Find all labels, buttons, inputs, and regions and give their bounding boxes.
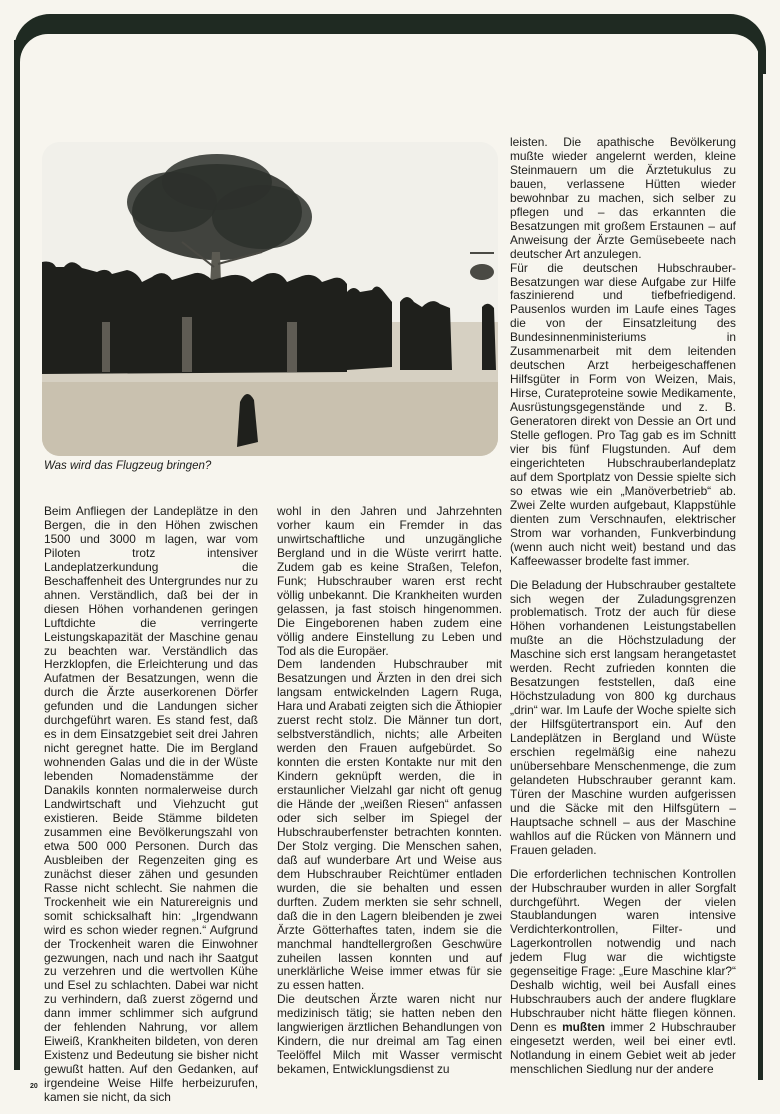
paragraph: Die deutschen Ärzte waren nicht nur medizinisch tätig; sie hatten neben den langwierigen ärztlichen Behandlungen von Kindern, die nur dreimal am Tag einen Teelöffel Milch mit Wasser vermischt bekamen, Entwicklungsdienst zu [277, 992, 502, 1077]
paragraph: Beim Anfliegen der Landeplätze in den Bergen, die in den Höhen zwischen 1500 und 3000 m lagen, war vom Piloten trotz intensiver Landeplatzerkundung die Beschaffenheit des Untergrundes nur zu ahnen. Verständlich, daß bei der in diesen Höhen vorhandenen geringen Luftdichte die verringerte Leistungskapazität der Maschine genau zu beachten war. Verständlich das Herzklopfen, die Erleichterung und das Aufatmen der Besatzungen, wenn die durch die Ärzte auserkorenen Dörfer gefunden und die Landungen sicher durchgeführt waren. Es stand fest, daß es in dem Einsatzgebiet seit drei Jahren nicht geregnet hatte. Die im Bergland wohnenden Galas und die in der Wüste lebenden Nomadenstämme der Danakils konnten normalerweise durch Landwirtschaft und Viehzucht gut existieren. Beide Stämme bildeten zusammen eine Bevölkerungszahl von etwa 500 000 Personen. Durch das Ausbleiben der Regenzeiten ging es zunächst dieser zähen und gesunden Rasse nicht schlecht. Sie nahmen die Trockenheit wie ein Naturereignis und somit schicksalhaft hin: „Irgendwann wird es schon wieder regnen.“ Aufgrund der Trockenheit waren die Einwohner gezwungen, nach und nach ihr Saatgut zu verzehren und die wertvollen Kühe und Esel zu schlachten. Dabei war nicht zu verhindern, daß zuerst zögernd und dann immer schlimmer sich aufgrund der fehlenden Nahrung, vor allem Eiweiß, Krankheiten bildeten, von deren Existenz und Bedeutung sie bisher nicht gewußt hatten. Auf den Gedanken, auf irgendeine Weise Hilfe herbeizurufen, kamen sie nicht, da sich [44, 504, 258, 1105]
paragraph [510, 868, 736, 1077]
paragraph: wohl in den Jahren und Jahrzehnten vorher kaum ein Fremder in das unwirtschaftliche und unzugängliche Bergland und in die Wüste verirrt hatte. Zudem gab es keine Straßen, Telefon, Funk; Hubschrauber waren erst recht völlig unbekannt. Die Krankheiten wurden gelassen, ja fast stoisch hingenommen. Die Eingeborenen haben zudem eine völlig andere Einstellung zu Leben und Tod als die Europäer. [277, 504, 502, 658]
paragraph: Die Beladung der Hubschrauber gestaltete sich wegen der Zuladungsgrenzen problematisch. Trotz der auch für diese Höhen vorhandenen Leistungstabellen mußte an die Höchstzuladung der Maschine sich erst langsam herangetastet werden. Recht zufrieden konnten die Besatzungen feststellen, daß eine Höchstzuladung von 800 kg durchaus „drin“ war. Im Laufe der Woche spielte sich der Hilfsgütertransport ein. Auf den Landeplätzen in Bergland und Wüste erschien regelmäßig eine nahezu unübersehbare Menschenmenge, die zum gelandeten Hubschrauber gerannt kam. Türen der Maschine wurden aufgerissen und die Säcke mit den Hilfsgütern – Hauptsache schnell – aus der Maschine wahllos auf die Rücken von Männern und Frauen geladen. [510, 577, 736, 857]
page-frame-right-rule [758, 40, 763, 1080]
page-number: 20 [30, 1083, 38, 1090]
crowd-under-tree-illustration [42, 142, 498, 456]
paragraph: Für die deutschen Hubschrauber-Besatzungen war diese Aufgabe zur Hilfe faszinierend und tiefbefriedigend. Pausenlos wurden im Laufe eines Tages die von der Einsatzleitung des Bundesinnenministeriums in Zusammenarbeit mit dem leitenden deutschen Arzt herbeigeschaffenen Hilfsgüter in Form von Weizen, Mais, Hirse, Curateproteine sowie Medikamente, Ausrüstungsgegenstände und z. B. Generatoren direkt von Dessie an Ort und Stelle geflogen. Pro Tag gab es im Schnitt vier bis fünf Flugstunden. Auf dem eingerichteten Hubschrauberlandeplatz auf dem Sportplatz von Dessie spielte sich so etwas wie ein „Manöverbetrieb“ ab. Zwei Zelte wurden aufgebaut, Klappstühle dienten zum Verschnaufen, elektrischer Strom war vorhanden, Funkverbindung (wenn auch nicht weit) bestand und das Kaffeewasser brodelte fast immer. [510, 260, 736, 568]
emphasis-text: mußten [562, 1020, 606, 1035]
article-column-3 [510, 136, 736, 1077]
paragraph-text: Die erforderlichen technischen Kontrollen der Hubschrauber wurden in aller Sorgfalt durchgeführt. Wegen der vielen Staublandungen waren intensive Verdichterkontrollen, Filter- und Lagerkontrollen notwendig und nach jedem Flug war die wichtigste gegenseitige Frage: „Eure Maschine klar?“ Deshalb wichtig, weil bei Ausfall eines Hubschraubers auch der andere flugklare Hubschrauber nicht hätte fliegen können. Denn es [510, 866, 736, 1035]
photo-caption: Was wird das Flugzeug bringen? [44, 460, 212, 472]
paragraph: leisten. Die apathische Bevölkerung mußte wieder angelernt werden, kleine Steinmauern um die Ärztetukulus zu bauen, verlassene Hütten wieder bewohnbar zu machen, sich selber zu pflegen und – das erkannten die Besatzungen mit großem Erstaunen – auf Anweisung der Ärzte Gemüsebeete nach deutscher Art anzulegen. [510, 135, 736, 261]
paragraph-text: immer 2 Hubschrauber eingesetzt werden, weil bei einer evtl. Notlandung in einem Gebiet weit ab jeder menschlichen Siedlung nur der andere [510, 1020, 736, 1076]
article-column-2 [277, 505, 502, 1077]
page-frame-left-rule [14, 40, 20, 1070]
article-photo [42, 142, 498, 456]
paragraph: Dem landenden Hubschrauber mit Besatzungen und Ärzten in den drei sich langsam entwickelnden Lagern Ruga, Hara und Arabati zeigten sich die Äthiopier zuerst recht stolz. Die Männer tun dort, selbstverständlich, nichts; alle Arbeiten werden den Frauen aufgebürdet. So konnten die ersten Kontakte nur mit den Kindern geknüpft werden, die in erstaunlicher Vielzahl gar nicht oft genug die Hände der „weißen Riesen“ anfassen oder sich selber im Spiegel der Hubschrauberfenster betrachten konnten. Der Stolz verging. Die Menschen sahen, daß auf wunderbare Art und Weise aus dem Hubschrauber Reichtümer entladen wurden, die sie behalten und essen durften. Zudem merkten sie sehr schnell, daß die in den Lagern bleibenden je zwei Ärzte Götterhaftes taten, indem sie die manchmal handtellergroßen Geschwüre zuheilen lassen konnten und auf unerklärliche Weise immer etwas für sie zu essen hatten. [277, 657, 502, 993]
article-column-1 [44, 505, 258, 1105]
